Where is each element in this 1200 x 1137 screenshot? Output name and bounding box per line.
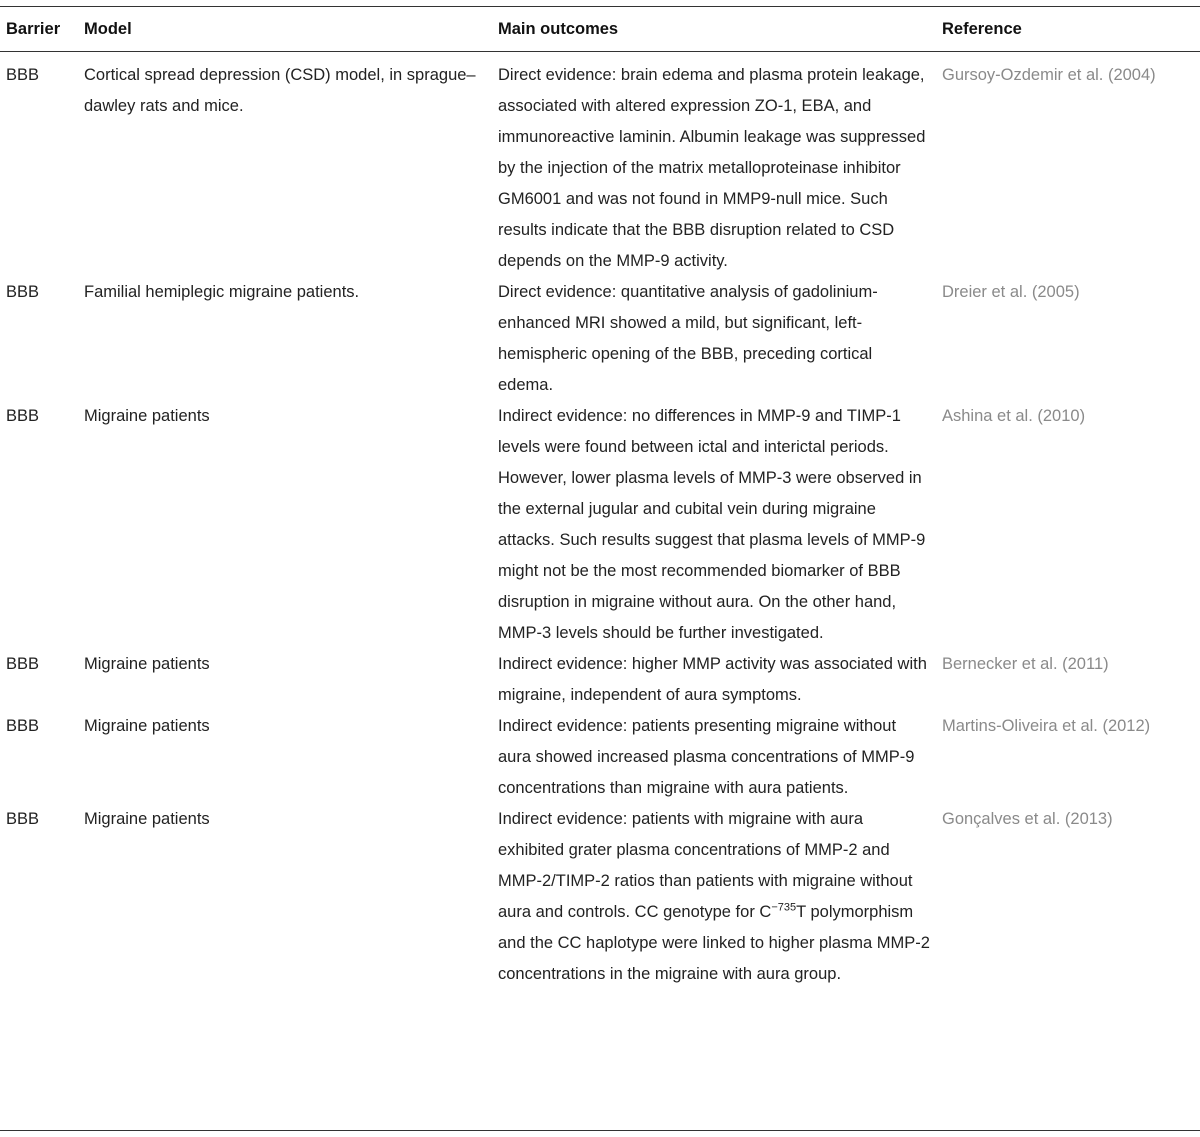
cell-reference[interactable]: Martins-Oliveira et al. (2012) (942, 717, 1151, 735)
cell-reference[interactable]: Dreier et al. (2005) (942, 283, 1080, 301)
table-row (0, 711, 1200, 804)
cell-model: Migraine patients (84, 655, 210, 673)
cell-outcomes: Indirect evidence: patients presenting migraine without aura showed increased plasma concentrations of MMP-9 concentrations than migraine with aura patients. (498, 717, 915, 797)
cell-model: Cortical spread depression (CSD) model, in sprague–dawley rats and mice. (84, 66, 476, 115)
cell-outcomes: Indirect evidence: higher MMP activity was associated with migraine, independent of aura symptoms. (498, 655, 927, 704)
header-row (0, 7, 1200, 52)
table-row (0, 649, 1200, 711)
cell-barrier: BBB (6, 810, 40, 828)
table-header (0, 7, 1200, 52)
cell-reference[interactable]: Bernecker et al. (2011) (942, 655, 1109, 673)
cell-reference[interactable]: Gonçalves et al. (2013) (942, 810, 1113, 828)
cell-reference[interactable]: Gursoy-Ozdemir et al. (2004) (942, 66, 1156, 84)
cell-outcomes: Indirect evidence: no differences in MMP-9 and TIMP-1 levels were found between ictal and interictal periods. However, lower plasma levels of MMP-3 were observed in the external jugular and cubital vein during migraine attacks. Such results suggest that plasma levels of MMP-9 might not be the most recommended biomarker of BBB disruption in migraine without aura. On the other hand, MMP-3 levels should be further investigated. (498, 407, 926, 642)
column-header-model: Model (84, 19, 132, 38)
cell-outcomes: Direct evidence: brain edema and plasma protein leakage, associated with altered expression ZO-1, EBA, and immunoreactive laminin. Albumin leakage was suppressed by the injection of the matrix metalloproteinase inhibitor GM6001 and was not found in MMP9-null mice. Such results indicate that the BBB disruption related to CSD depends on the MMP-9 activity. (498, 66, 926, 270)
cell-barrier: BBB (6, 717, 40, 735)
cell-outcomes: Direct evidence: quantitative analysis of gadolinium-enhanced MRI showed a mild, but significant, left-hemispheric opening of the BBB, preceding cortical edema. (498, 283, 878, 394)
table-body (0, 52, 1200, 999)
column-header-reference: Reference (942, 19, 1022, 38)
cell-barrier: BBB (6, 283, 40, 301)
cell-model: Migraine patients (84, 810, 210, 828)
cell-reference[interactable]: Ashina et al. (2010) (942, 407, 1086, 425)
cell-model: Familial hemiplegic migraine patients. (84, 283, 360, 301)
outcomes-text-post: T polymorphism and the CC haplotype were linked to higher plasma MMP-2 concentrations in the migraine with aura group. (498, 903, 930, 983)
table-row (0, 401, 1200, 649)
outcomes-text-pre: Indirect evidence: patients with migraine with aura exhibited grater plasma concentrations of MMP-2 and MMP-2/TIMP-2 ratios than patients with migraine without aura and controls. CC genotype for C (498, 810, 913, 921)
cell-barrier: BBB (6, 655, 40, 673)
table-row (0, 52, 1200, 278)
cell-model: Migraine patients (84, 717, 210, 735)
evidence-table (0, 6, 1200, 998)
table-bottom-rule (0, 1130, 1200, 1131)
cell-barrier: BBB (6, 407, 40, 425)
table-row (0, 804, 1200, 998)
table-row (0, 277, 1200, 401)
cell-outcomes (492, 804, 936, 998)
cell-model: Migraine patients (84, 407, 210, 425)
column-header-barrier: Barrier (6, 19, 61, 38)
column-header-outcomes: Main outcomes (498, 19, 619, 38)
cell-barrier: BBB (6, 66, 40, 84)
superscript-position: −735 (771, 901, 797, 914)
